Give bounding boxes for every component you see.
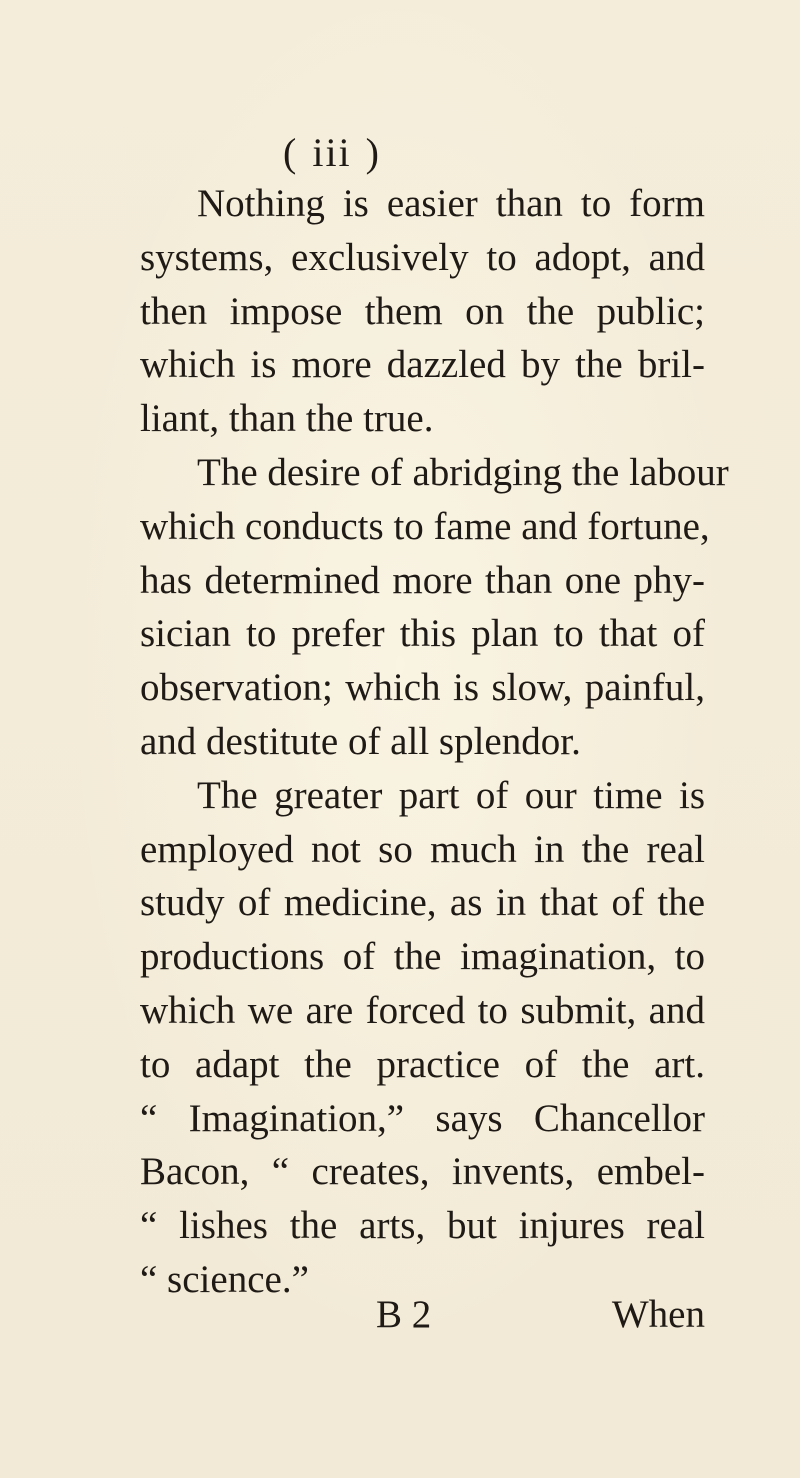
text-line: Bacon, “ creates, invents, embel- — [140, 1150, 705, 1194]
text-line: which conducts to fame and fortune, — [140, 504, 710, 548]
text-line: and destitute of all splendor. — [140, 719, 581, 763]
text-line: Nothing is easier than to form — [197, 182, 705, 225]
text-line: employed not so much in the real — [140, 827, 705, 871]
signature-mark: B 2 — [376, 1293, 432, 1336]
text-line: “ science.” — [140, 1257, 309, 1301]
text-line: observation; which is slow, painful, — [140, 666, 705, 710]
text-line: systems, exclusively to adopt, and — [140, 235, 705, 279]
text-line: has determined more than one phy- — [140, 558, 705, 602]
page-number — [0, 128, 732, 178]
text-line: sician to prefer this plan to that of — [140, 612, 705, 656]
text-line: productions of the imagination, to — [140, 935, 705, 979]
page-footer — [140, 1288, 705, 1342]
text-line: The desire of abridging the labour — [197, 450, 729, 494]
text-line: which we are forced to submit, and — [140, 988, 705, 1032]
text-line: liant, than the true. — [140, 397, 434, 441]
text-line: “ lishes the arts, but injures real — [140, 1204, 705, 1248]
page-number-value: iii — [312, 130, 352, 175]
body-text — [140, 177, 729, 1307]
text-line: which is more dazzled by the bril- — [140, 343, 705, 387]
text-line: The greater part of our time is — [197, 773, 705, 817]
catchword: When — [611, 1293, 705, 1336]
text-line: study of medicine, as in that of the — [140, 881, 705, 925]
text-line: then impose them on the public; — [140, 289, 705, 333]
page-number-close-paren: ) — [365, 130, 381, 175]
text-line: “ Imagination,” says Chancellor — [140, 1096, 705, 1140]
page-number-open-paren: ( — [283, 130, 299, 175]
text-line: to adapt the practice of the art. — [140, 1042, 705, 1086]
